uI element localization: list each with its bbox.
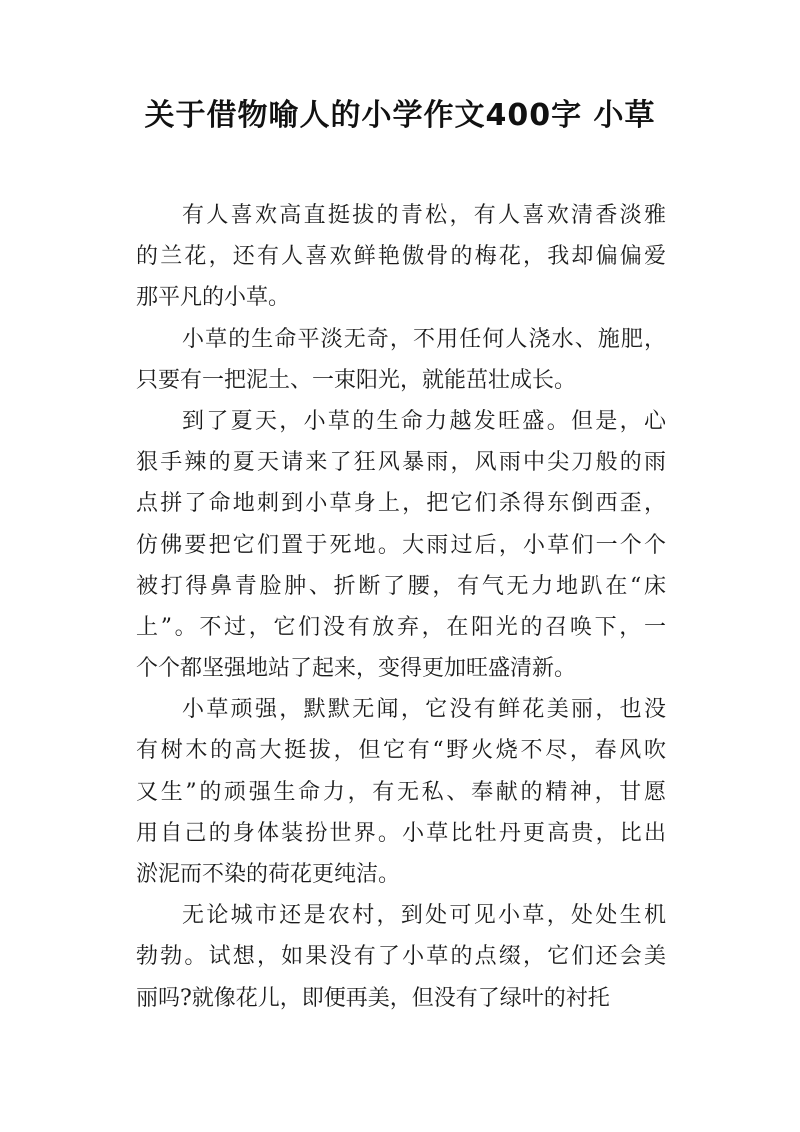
text-line: 的兰花，还有人喜欢鲜艳傲骨的梅花，我却偏偏爱 xyxy=(136,244,666,270)
text-line: 用自己的身体装扮世界。小草比牡丹更高贵，比出 xyxy=(136,820,666,846)
text-line: 淤泥而不染的荷花更纯洁。 xyxy=(136,862,401,887)
text-line: 小草的生命平淡无奇，不用任何人浇水、施肥， xyxy=(182,326,666,352)
text-line: 那平凡的小草。 xyxy=(136,285,291,311)
text-line: 小草顽强，默默无闻，它没有鲜花美丽，也没 xyxy=(182,697,666,723)
text-line: 只要有一把泥土、一束阳光，就能茁壮成长。 xyxy=(136,367,577,393)
text-line: 个个都坚强地站了起来，变得更加旺盛清新。 xyxy=(136,656,577,682)
text-line: 有树木的高大挺拔，但它有“野火烧不尽，春风吹 xyxy=(136,738,666,764)
text-line: 点拼了命地刺到小草身上，把它们杀得东倒西歪， xyxy=(136,491,666,517)
text-line: 有人喜欢高直挺拔的青松，有人喜欢清香淡雅 xyxy=(182,203,666,228)
text-line: 又生”的顽强生命力，有无私、奉献的精神，甘愿 xyxy=(136,779,666,805)
text-line: 丽吗?就像花儿，即便再美，但没有了绿叶的衬托 xyxy=(136,985,610,1011)
text-line: 被打得鼻青脸肿、折断了腰，有气无力地趴在“床 xyxy=(136,573,666,599)
text-line: 狠手辣的夏天请来了狂风暴雨，风雨中尖刀般的雨 xyxy=(136,450,666,476)
text-line: 勃勃。试想，如果没有了小草的点缀，它们还会美 xyxy=(136,944,666,970)
text-line: 无论城市还是农村，到处可见小草，处处生机 xyxy=(182,903,666,929)
document-title: 关于借物喻人的小学作文400字 小草 xyxy=(144,98,656,133)
text-line: 上”。不过，它们没有放弃，在阳光的召唤下，一 xyxy=(136,614,666,640)
text-line: 仿佛要把它们置于死地。大雨过后，小草们一个个 xyxy=(136,532,666,558)
essay-body xyxy=(136,195,666,1019)
text-line: 到了夏天，小草的生命力越发旺盛。但是，心 xyxy=(182,408,666,434)
